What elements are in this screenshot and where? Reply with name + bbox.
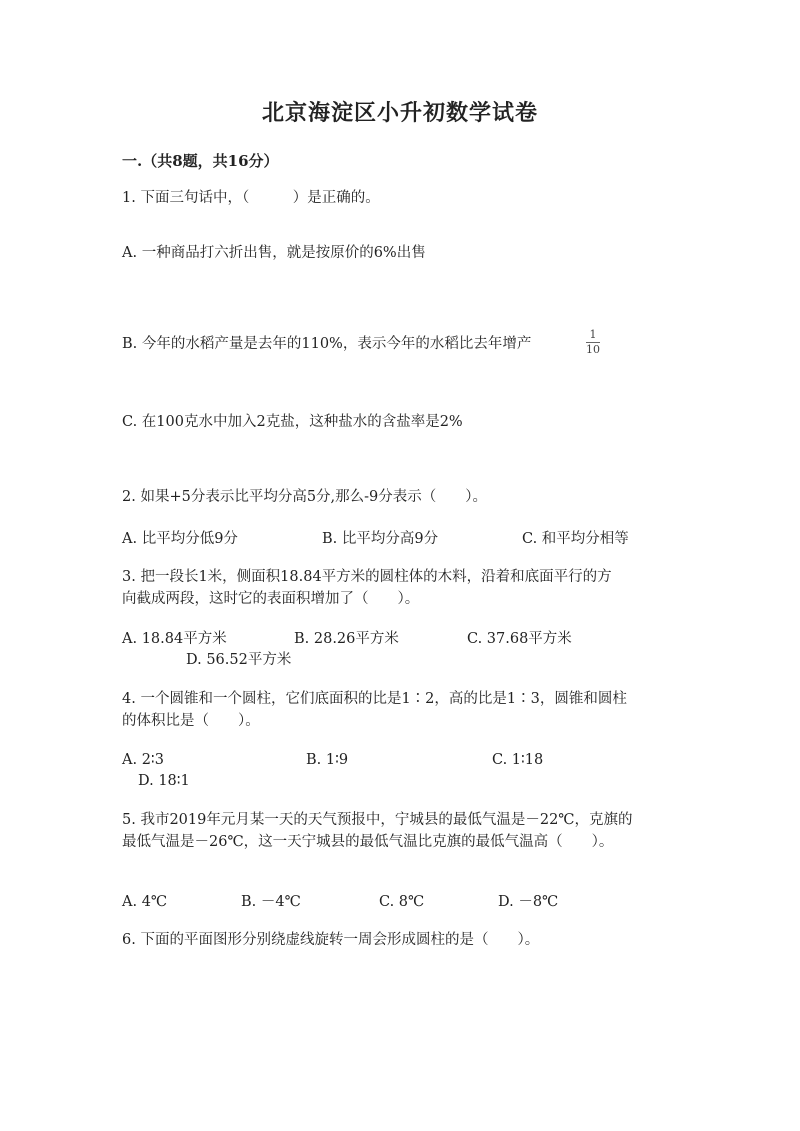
question-4-option-a: A. 2∶3 [122,752,164,768]
question-3-option-a: A. 18.84平方米 [122,631,227,647]
question-4-option-c: C. 1∶18 [492,752,544,768]
fraction-numerator: 1 [589,328,597,341]
question-5-stem-line1: 5. 我市2019年元月某一天的天气预报中，宁城县的最低气温是－22℃，克旗的 [122,812,633,828]
question-3-stem-line1: 3. 把一段长1米，侧面积18.84平方米的圆柱体的木料，沿着和底面平行的方 [122,569,612,585]
question-5-option-d: D. －8℃ [498,894,559,910]
question-5-stem-line2: 最低气温是－26℃，这一天宁城县的最低气温比克旗的最低气温高（ ）。 [122,834,614,850]
question-4-option-b: B. 1∶9 [306,752,349,768]
question-2-stem: 2. 如果+5分表示比平均分高5分,那么-9分表示（ ）。 [122,489,488,505]
fraction-one-tenth [586,329,600,356]
question-1-option-a: A. 一种商品打六折出售，就是按原价的6%出售 [122,245,426,261]
question-5-option-c: C. 8℃ [379,894,425,910]
question-5-option-b: B. －4℃ [241,894,301,910]
question-4-stem-line2: 的体积比是（ ）。 [122,713,260,729]
question-4-option-d: D. 18∶1 [138,773,190,789]
question-3-option-b: B. 28.26平方米 [294,631,399,647]
question-2-option-c: C. 和平均分相等 [522,531,629,547]
page-title: 北京海淀区小升初数学试卷 [261,100,538,126]
question-1-stem: 1. 下面三句话中，（ ）是正确的。 [122,190,380,206]
question-1-option-b: B. 今年的水稻产量是去年的110%，表示今年的水稻比去年增产 [122,336,532,352]
question-1-option-c: C. 在100克水中加入2克盐，这种盐水的含盐率是2% [122,414,463,430]
question-2-option-b: B. 比平均分高9分 [322,531,439,547]
section-heading: 一.（共8题，共16分） [122,152,279,170]
question-6-stem: 6. 下面的平面图形分别绕虚线旋转一周会形成圆柱的是（ ）。 [122,932,540,948]
question-2-option-a: A. 比平均分低9分 [122,531,238,547]
question-3-option-c: C. 37.68平方米 [467,631,572,647]
question-3-stem-line2: 向截成两段，这时它的表面积增加了（ ）。 [122,591,420,607]
fraction-denominator: 10 [586,343,600,356]
question-5-option-a: A. 4℃ [122,894,168,910]
question-3-option-d: D. 56.52平方米 [186,652,292,668]
question-4-stem-line1: 4. 一个圆锥和一个圆柱，它们底面积的比是1∶2，高的比是1∶3，圆锥和圆柱 [122,691,627,707]
